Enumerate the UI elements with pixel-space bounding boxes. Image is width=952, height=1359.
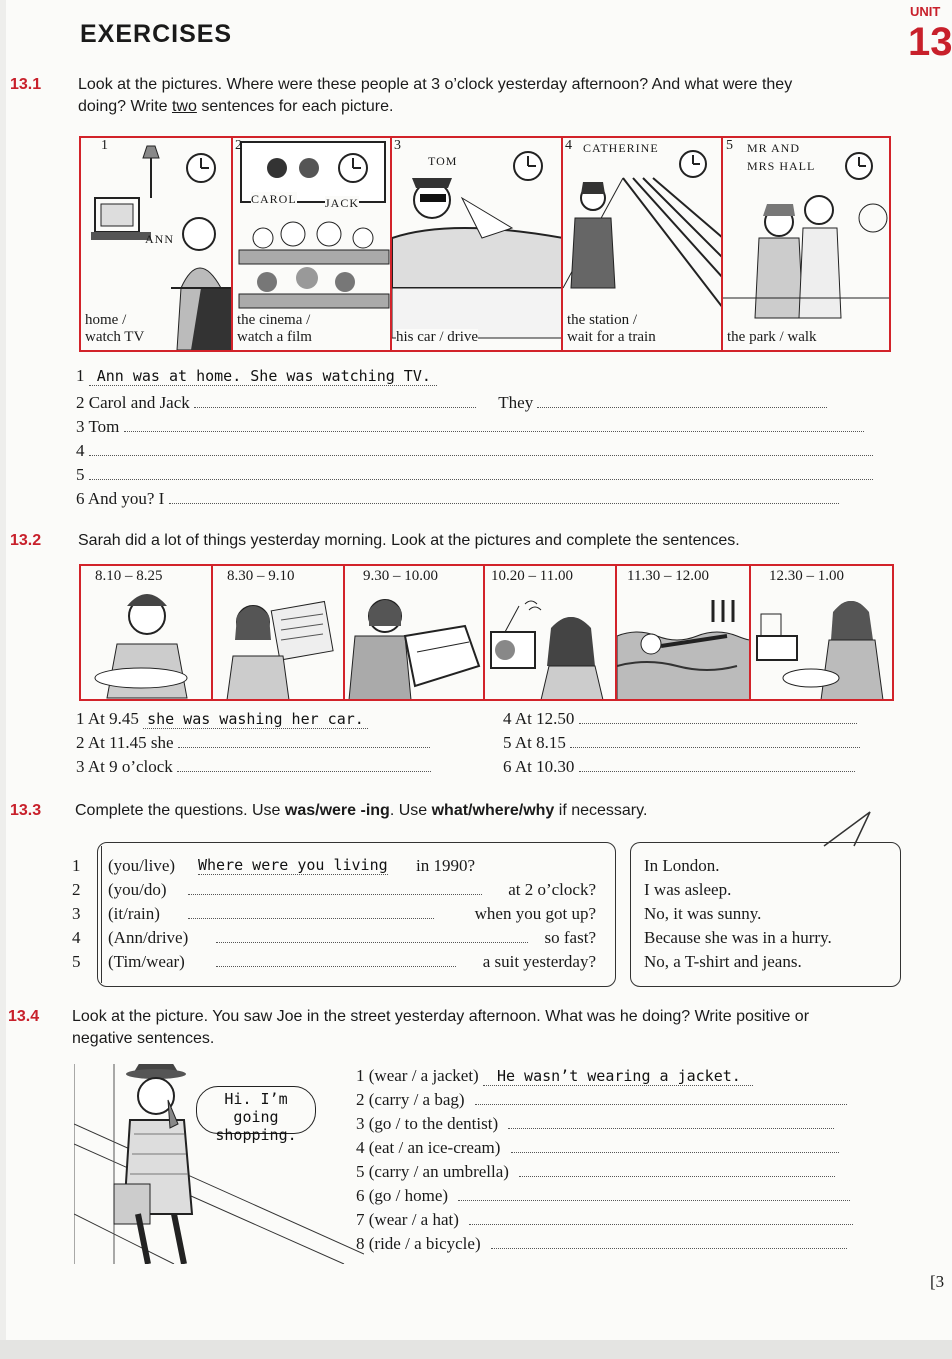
scan-bottom-band (0, 1340, 952, 1359)
answer-line (76, 757, 431, 777)
picture-panel (213, 566, 345, 699)
speech-line: shopping. (215, 1126, 297, 1144)
instruction-line (78, 96, 938, 118)
picture-strip (79, 136, 891, 352)
line-number: 2 (76, 393, 85, 412)
line-number: 6 (76, 489, 85, 508)
caption-line: his car / drive (396, 329, 479, 345)
answer-line (503, 757, 855, 777)
picture-strip (79, 564, 894, 701)
line-number: 1 (72, 856, 81, 875)
newspaper-illustration (213, 566, 345, 699)
answer-blank[interactable] (89, 465, 873, 480)
answer-blank[interactable] (169, 489, 839, 504)
caption-line: home / (85, 312, 127, 328)
answer-blank[interactable] (216, 952, 456, 967)
line-number: 1 (76, 709, 85, 728)
item-row (356, 1066, 886, 1090)
line-number: 5 (72, 952, 81, 971)
picture-panel (485, 566, 617, 699)
item-list (356, 1066, 886, 1258)
panel-caption (85, 312, 144, 346)
question-end: when you got up? (474, 904, 596, 923)
person-name: MRS HALL (747, 159, 816, 173)
instruction-emphasis: was/were -ing (284, 802, 390, 819)
line-lead: At 10.30 (514, 757, 575, 776)
line-lead: Tom (88, 417, 120, 436)
unit-label: UNIT (910, 4, 941, 19)
instruction-text: if necessary. (554, 802, 648, 819)
handwritten-answer: she was washing her car. (143, 710, 368, 729)
time-label: 10.20 – 11.00 (491, 568, 573, 584)
line-number: 8 (356, 1234, 365, 1253)
panel-caption (396, 329, 478, 346)
line-number: 6 (356, 1186, 365, 1205)
person-name: CATHERINE (583, 141, 659, 155)
panel-number: 3 (394, 138, 401, 153)
answer-blank[interactable] (89, 441, 873, 456)
item-cue: (eat / an ice-cream) (368, 1138, 501, 1157)
question-row (72, 904, 602, 928)
instruction-line: negative sentences. (72, 1030, 215, 1047)
question-end: in 1990? (416, 856, 476, 875)
instruction-text: . Use (389, 802, 432, 819)
person-name: TOM (428, 154, 458, 168)
question-row (72, 928, 602, 952)
item-cue: (carry / an umbrella) (368, 1162, 509, 1181)
line-lead: At 12.50 (514, 709, 575, 728)
question-cue: (you/do) (108, 880, 167, 899)
answer-blank[interactable] (194, 393, 476, 408)
question-cue: (you/live) (108, 856, 176, 875)
handwritten-answer: Ann was at home. She was watching TV. (89, 367, 437, 386)
line-lead: At 9.45 (87, 709, 139, 728)
car-scene-illustration (392, 138, 563, 350)
question-row (72, 856, 602, 880)
picture-panel (233, 138, 392, 350)
handwritten-answer: Where were you living (198, 856, 388, 874)
picture-panel (81, 566, 213, 699)
unit-number: 13 (908, 20, 952, 64)
answer-line (76, 733, 430, 753)
line-number: 2 (76, 733, 85, 752)
reply-text: Because she was in a hurry. (644, 928, 832, 947)
instruction-line: Look at the pictures. Where were these people at 3 o’clock yesterday afternoon? And what were they (78, 76, 793, 93)
item-row (356, 1210, 886, 1234)
answer-blank[interactable] (469, 1210, 853, 1225)
picture-panel (617, 566, 751, 699)
line-number: 5 (503, 733, 512, 752)
question-row (72, 880, 602, 904)
panel-number: 1 (101, 138, 108, 153)
answer-blank[interactable] (216, 928, 528, 943)
answer-blank[interactable] (124, 417, 864, 432)
question-end: a suit yesterday? (482, 952, 596, 971)
line-lead: At 11.45 she (87, 733, 174, 752)
question-end: at 2 o’clock? (508, 880, 596, 899)
item-row (356, 1138, 886, 1162)
line-lead: At 8.15 (514, 733, 566, 752)
speech-line: Hi. I’m going (224, 1090, 288, 1126)
line-number: 1 (76, 366, 85, 385)
panel-caption (727, 329, 817, 346)
line-lead: At 9 o’clock (87, 757, 173, 776)
answer-line (76, 441, 891, 461)
line-lead: Carol and Jack (88, 393, 190, 412)
time-label: 8.10 – 8.25 (95, 568, 163, 584)
time-label: 11.30 – 12.00 (627, 568, 709, 584)
radio-listening-illustration (485, 566, 617, 699)
answer-line (76, 709, 368, 729)
question-end: so fast? (544, 928, 596, 947)
item-cue: (wear / a hat) (368, 1210, 459, 1229)
speech-text (208, 1090, 304, 1144)
answer-blank[interactable] (475, 1090, 847, 1105)
answer-blank[interactable] (579, 709, 857, 724)
line-lead: They (498, 393, 534, 412)
panel-caption (567, 312, 656, 346)
swimming-illustration (617, 566, 751, 699)
answer-line (503, 733, 860, 753)
reply-text: In London. (644, 856, 720, 875)
line-number: 3 (76, 417, 85, 436)
picture-panel (563, 138, 723, 350)
caption-line: watch a film (237, 329, 312, 345)
item-row (356, 1090, 886, 1114)
answer-line (76, 366, 437, 386)
exercise-number: 13.3 (10, 802, 42, 819)
answer-blank[interactable] (491, 1234, 847, 1249)
line-number: 3 (72, 904, 81, 923)
answer-blank[interactable] (511, 1138, 839, 1153)
reply-text: No, it was sunny. (644, 904, 762, 923)
answer-blank[interactable] (519, 1162, 835, 1177)
page-reference: [3 (930, 1272, 945, 1291)
answer-blank[interactable] (458, 1186, 850, 1201)
question-row (72, 952, 602, 976)
reply-list (644, 856, 894, 976)
page-title: EXERCISES (80, 20, 233, 48)
reply-text: No, a T-shirt and jeans. (644, 952, 802, 971)
answer-blank[interactable] (177, 757, 431, 772)
caption-line: watch TV (85, 329, 145, 345)
caption-line: the park / walk (727, 329, 817, 345)
answer-blank[interactable] (570, 733, 860, 748)
item-cue: (go / to the dentist) (368, 1114, 499, 1133)
line-number: 1 (356, 1066, 365, 1085)
item-cue: (ride / a bicycle) (368, 1234, 481, 1253)
line-lead: And you? I (87, 489, 165, 508)
picture-panel (345, 566, 485, 699)
instruction-line: Look at the picture. You saw Joe in the street yesterday afternoon. What was he doing? Write positive or (72, 1008, 810, 1025)
answer-blank[interactable] (579, 757, 855, 772)
item-cue: (wear / a jacket) (368, 1066, 479, 1085)
person-name: CAROL (251, 192, 297, 206)
car-washing-illustration (345, 566, 485, 699)
question-list (72, 856, 602, 976)
answer-line (503, 709, 857, 729)
exercise-number: 13.4 (8, 1008, 40, 1025)
answer-blank[interactable] (537, 393, 827, 408)
caption-line: wait for a train (567, 329, 656, 345)
item-row (356, 1186, 886, 1210)
handwritten-answer: He wasn’t wearing a jacket. (483, 1067, 753, 1086)
time-label: 8.30 – 9.10 (227, 568, 295, 584)
instruction-emphasis: what/where/why (431, 802, 555, 819)
exercise-number: 13.2 (10, 532, 42, 549)
instruction-text: Complete the questions. Use (75, 802, 285, 819)
line-number: 2 (72, 880, 81, 899)
answer-blank[interactable] (188, 904, 434, 919)
caption-line: the cinema / (237, 312, 311, 328)
item-row (356, 1162, 886, 1186)
answer-line (76, 393, 891, 413)
answer-line (76, 417, 891, 437)
exercise-instruction (72, 1006, 942, 1050)
instruction-emphasis: two (171, 98, 197, 115)
question-cue: (Ann/drive) (108, 928, 189, 947)
item-row (356, 1114, 886, 1138)
cooking-illustration (751, 566, 892, 699)
caption-line: the station / (567, 312, 637, 328)
exercise-instruction (78, 74, 938, 118)
panel-caption (237, 312, 312, 346)
exercise-instruction: Sarah did a lot of things yesterday morning. Look at the pictures and complete the sentences. (78, 532, 740, 549)
line-number: 5 (76, 465, 85, 484)
instruction-text: doing? Write (78, 98, 172, 115)
item-row (356, 1234, 886, 1258)
exercise-number: 13.1 (10, 76, 42, 93)
answer-line (76, 465, 891, 485)
line-number: 3 (356, 1114, 365, 1133)
answer-blank[interactable] (508, 1114, 834, 1129)
line-number: 5 (356, 1162, 365, 1181)
picture-panel (392, 138, 563, 350)
question-cue: (Tim/wear) (108, 952, 185, 971)
line-number: 4 (72, 928, 81, 947)
instruction-text: sentences for each picture. (196, 98, 394, 115)
line-number: 4 (503, 709, 512, 728)
line-number: 7 (356, 1210, 365, 1229)
answer-blank[interactable] (178, 733, 430, 748)
line-number: 2 (356, 1090, 365, 1109)
panel-number: 4 (565, 138, 572, 153)
answer-blank[interactable] (188, 880, 482, 895)
breakfast-illustration (81, 566, 213, 699)
person-name: MR AND (747, 141, 801, 155)
line-number: 6 (503, 757, 512, 776)
person-name: JACK (325, 196, 360, 210)
line-number: 4 (356, 1138, 365, 1157)
line-number: 3 (76, 757, 85, 776)
person-name: ANN (145, 232, 174, 246)
picture-panel (723, 138, 889, 350)
reply-text: I was asleep. (644, 880, 732, 899)
picture-panel (751, 566, 892, 699)
picture-panel (81, 138, 233, 350)
item-cue: (carry / a bag) (368, 1090, 465, 1109)
page-edge-shadow (0, 0, 6, 1340)
time-label: 9.30 – 10.00 (363, 568, 438, 584)
question-cue: (it/rain) (108, 904, 160, 923)
answer-line (76, 489, 891, 509)
item-cue: (go / home) (368, 1186, 449, 1205)
panel-number: 2 (235, 138, 242, 153)
line-number: 4 (76, 441, 85, 460)
time-label: 12.30 – 1.00 (769, 568, 844, 584)
exercise-instruction (75, 800, 647, 822)
panel-number: 5 (726, 138, 733, 153)
